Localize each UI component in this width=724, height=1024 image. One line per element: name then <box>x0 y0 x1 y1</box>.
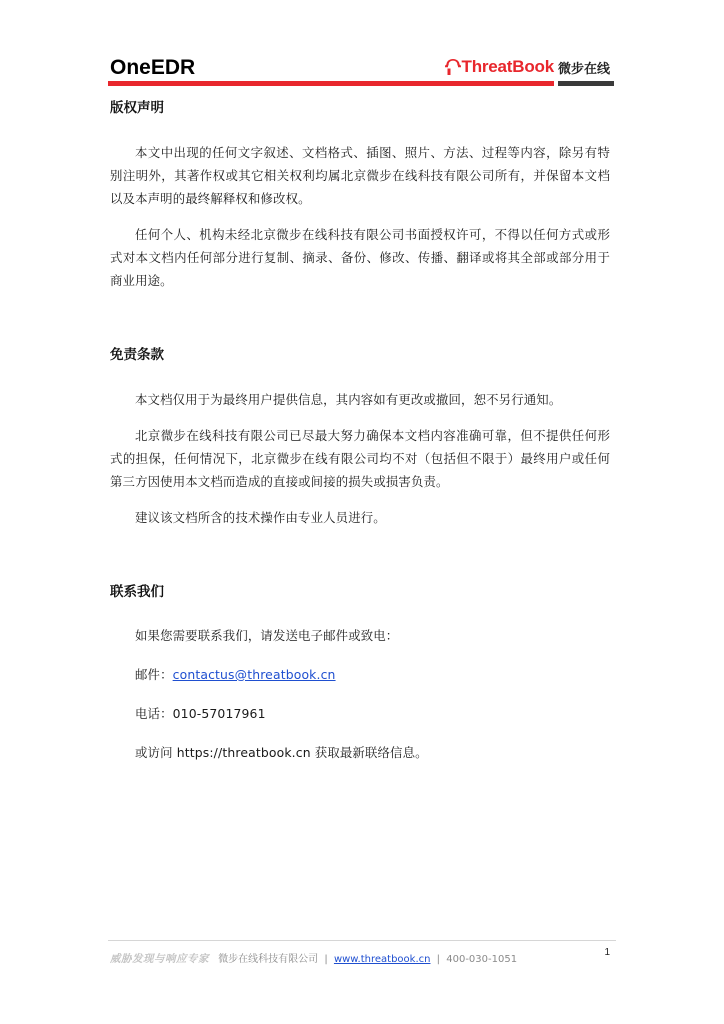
disclaimer-paragraph-1: 本文档仅用于为最终用户提供信息，其内容如有更改或撤回，恕不另行通知。 <box>135 392 562 407</box>
phone-number: 010-57017961 <box>172 706 266 721</box>
disclaimer-heading: 免责条款 <box>110 347 164 363</box>
header-divider-red <box>108 81 554 86</box>
contact-heading: 联系我们 <box>110 584 164 600</box>
threatbook-logo-icon <box>445 58 461 76</box>
footer-company: 微步在线科技有限公司 <box>218 954 319 965</box>
footer-website-link[interactable]: www.threatbook.cn <box>333 954 431 965</box>
page-header <box>108 50 616 90</box>
copyright-paragraph-2: 任何个人、机构未经北京微步在线科技有限公司书面授权许可，不得以任何方式或形式对本文档内任何部分进行复制、摘录、备份、修改、传播、翻译或将其全部或部分用于商业用途。 <box>110 227 610 288</box>
footer-phone: 400-030-1051 <box>446 954 518 965</box>
footer-info <box>110 950 517 966</box>
document-body <box>110 98 610 761</box>
copyright-paragraph-1: 本文中出现的任何文字叙述、文档格式、插图、照片、方法、过程等内容，除另有特别注明外，其著作权或其它相关权利均属北京微步在线科技有限公司所有，并保留本文档以及本声明的最终解释权和修改权。 <box>110 145 610 206</box>
visit-url: https://threatbook.cn <box>176 745 311 760</box>
footer-separator: | <box>436 954 441 965</box>
header-divider-grey <box>558 81 614 86</box>
disclaimer-paragraph-2: 北京微步在线科技有限公司已尽最大努力确保本文档内容准确可靠，但不提供任何形式的担保，任何情况下，北京微步在线有限公司均不对（包括但不限于）最终用户或任何第三方因使用本文档而造成的直接或间接的损失或损害负责。 <box>110 428 610 489</box>
page-footer <box>108 940 616 981</box>
visit-prefix: 或访问 <box>135 745 177 760</box>
brand-logo <box>445 53 610 81</box>
brand-name: ThreatBook <box>461 57 554 76</box>
product-title: OneEDR <box>110 56 196 79</box>
brand-name-cn: 微步在线 <box>557 61 610 77</box>
visit-suffix: 获取最新联络信息。 <box>310 745 428 760</box>
email-label: 邮件： <box>135 667 173 682</box>
footer-separator: | <box>324 954 328 965</box>
contact-intro: 如果您需要联系我们，请发送电子邮件或致电： <box>135 628 399 643</box>
contact-phone-line <box>110 704 610 722</box>
contact-email-line <box>110 665 610 683</box>
email-link[interactable]: contactus@threatbook.cn <box>172 667 336 682</box>
phone-label: 电话： <box>135 706 173 721</box>
disclaimer-paragraph-3: 建议该文档所含的技术操作由专业人员进行。 <box>135 510 386 525</box>
footer-slogan: 威胁发现与响应专家 <box>110 953 209 965</box>
page-number: 1 <box>604 947 610 958</box>
contact-visit-line <box>110 743 610 761</box>
copyright-heading: 版权声明 <box>110 100 164 116</box>
